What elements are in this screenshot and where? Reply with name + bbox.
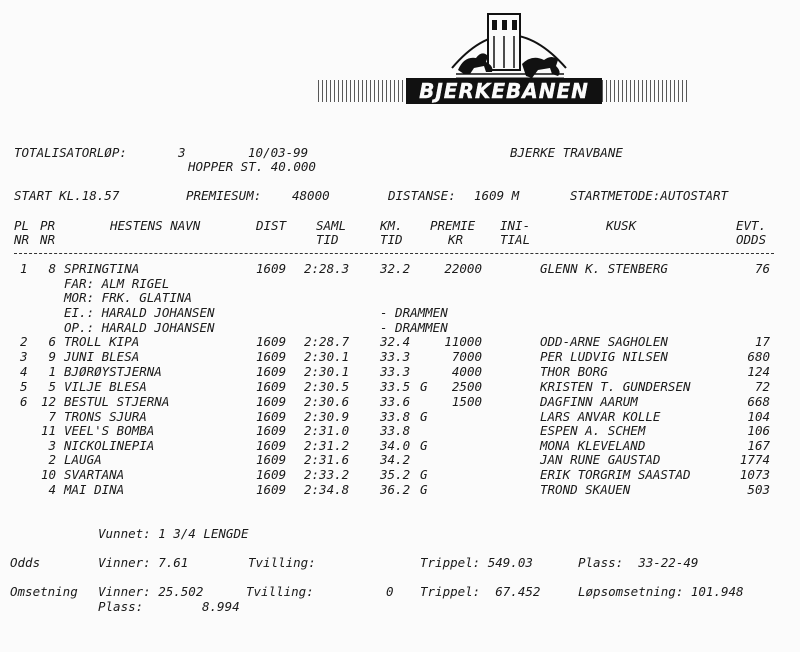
cell-kusk: JAN RUNE GAUSTAD [540,452,661,467]
race-date: 10/03-99 [248,145,309,160]
cell-pr: 2 [48,452,56,467]
col-init-2: TIAL [500,232,531,247]
track-name: BJERKE TRAVBANE [510,145,623,160]
cell-saml: 2:34.8 [304,482,350,497]
cell-kusk: MONA KLEVELAND [540,438,646,453]
winner-mor: MOR: FRK. GLATINA [64,290,192,305]
cell-odds: 76 [754,261,770,276]
cell-km: 32.2 [380,261,411,276]
cell-pl: 1 [20,261,28,276]
col-init-1: INI- [500,218,531,233]
cell-pl: 4 [20,364,28,379]
premiesum-value: 48000 [292,188,330,203]
cell-name: LAUGA [64,452,102,467]
cell-saml: 2:31.2 [304,438,350,453]
startmetode: STARTMETODE:AUTOSTART [570,188,729,203]
cell-premie: 22000 [444,261,482,276]
cell-pr: 8 [48,261,56,276]
cell-pr: 11 [40,423,56,438]
cell-g: G [420,438,428,453]
cell-odds: 167 [747,438,770,453]
cell-dist: 1609 [256,409,287,424]
cell-pl: 5 [20,379,28,394]
cell-dist: 1609 [256,482,287,497]
tvilling-omsetning-value: 0 [386,584,394,599]
cell-name: SVARTANA [64,467,125,482]
cell-name: TROLL KIPA [64,334,140,349]
col-saml-1: SAML [316,218,347,233]
race-name: HOPPER ST. 40.000 [188,159,316,174]
cell-g: G [420,409,428,424]
col-name: HESTENS NAVN [110,218,201,233]
distanse-label: DISTANSE: [388,188,456,203]
cell-pr: 1 [48,364,56,379]
cell-kusk: DAGFINN AARUM [540,394,638,409]
cell-odds: 124 [747,364,770,379]
col-dist: DIST [256,218,287,233]
cell-pr: 4 [48,482,56,497]
cell-km: 33.3 [380,364,411,379]
cell-km: 34.0 [380,438,411,453]
cell-name: MAI DINA [64,482,125,497]
col-odds-1: EVT. [736,218,767,233]
trippel-omsetning: Trippel: 67.452 [420,584,541,599]
cell-kusk: ODD-ARNE SAGHOLEN [540,334,668,349]
omsetning-label: Omsetning [10,584,78,599]
tvilling-odds: Tvilling: [248,555,316,570]
col-km-2: TID [380,232,403,247]
cell-kusk: KRISTEN T. GUNDERSEN [540,379,691,394]
cell-premie: 1500 [451,394,482,409]
cell-km: 36.2 [380,482,411,497]
winner-op: OP.: HARALD JOHANSEN [64,320,215,335]
col-saml-2: TID [316,232,339,247]
cell-odds: 503 [747,482,770,497]
premiesum-label: PREMIESUM: [186,188,262,203]
race-number: 3 [178,145,186,160]
cell-kusk: ERIK TORGRIM SAASTAD [540,467,691,482]
cell-saml: 2:30.1 [304,364,350,379]
cell-dist: 1609 [256,423,287,438]
cell-pr: 3 [48,438,56,453]
plass-odds: Plass: 33-22-49 [578,555,699,570]
cell-saml: 2:30.5 [304,379,350,394]
cell-dist: 1609 [256,334,287,349]
cell-odds: 106 [747,423,770,438]
cell-km: 33.8 [380,423,411,438]
cell-odds: 72 [754,379,770,394]
winner-ei-place: - DRAMMEN [380,305,448,320]
lopsomsetning: Løpsomsetning: 101.948 [578,584,744,599]
vinner-omsetning: Vinner: 25.502 [98,584,204,599]
cell-pl: 6 [20,394,28,409]
cell-odds: 668 [747,394,770,409]
cell-saml: 2:30.6 [304,394,350,409]
plass-omsetning-value: 8.994 [202,599,240,614]
cell-kusk: ESPEN A. SCHEM [540,423,646,438]
cell-saml: 2:30.9 [304,409,350,424]
cell-saml: 2:28.7 [304,334,350,349]
cell-pr: 5 [48,379,56,394]
cell-dist: 1609 [256,349,287,364]
cell-name: NICKOLINEPIA [64,438,155,453]
col-premie-1: PREMIE [430,218,476,233]
cell-km: 34.2 [380,452,411,467]
cell-km: 33.8 [380,409,411,424]
cell-name: JUNI BLESA [64,349,140,364]
cell-kusk: THOR BORG [540,364,608,379]
cell-g: G [420,482,428,497]
cell-kusk: TROND SKAUEN [540,482,631,497]
col-odds-2: ODDS [736,232,767,247]
cell-premie: 11000 [444,334,482,349]
col-km-1: KM. [380,218,403,233]
col-pl-1: PL [14,218,30,233]
cell-dist: 1609 [256,261,287,276]
cell-dist: 1609 [256,438,287,453]
col-premie-2: KR [448,232,464,247]
cell-name: SPRINGTINA [64,261,140,276]
cell-km: 33.3 [380,349,411,364]
cell-pr: 12 [40,394,56,409]
logo-text: BJERKEBANEN [419,79,589,103]
winner-far: FAR: ALM RIGEL [64,276,170,291]
cell-saml: 2:30.1 [304,349,350,364]
cell-pr: 9 [48,349,56,364]
tvilling-omsetning: Tvilling: [246,584,314,599]
cell-kusk: GLENN K. STENBERG [540,261,668,276]
cell-pr: 10 [40,467,56,482]
cell-odds: 1073 [739,467,770,482]
cell-dist: 1609 [256,364,287,379]
winner-op-place: - DRAMMEN [380,320,448,335]
col-pl-2: NR [14,232,30,247]
cell-odds: 680 [747,349,770,364]
cell-odds: 17 [754,334,770,349]
col-pr-2: NR [40,232,56,247]
cell-saml: 2:33.2 [304,467,350,482]
cell-dist: 1609 [256,452,287,467]
cell-g: G [420,379,428,394]
cell-name: VEEL'S BOMBA [64,423,155,438]
cell-km: 33.5 [380,379,411,394]
cell-dist: 1609 [256,379,287,394]
cell-name: TRONS SJURA [64,409,147,424]
cell-pl: 3 [20,349,28,364]
race-label: TOTALISATORLØP: [14,145,127,160]
bjerkebanen-logo [318,8,690,106]
cell-saml: 2:28.3 [304,261,350,276]
cell-kusk: LARS ANVAR KOLLE [540,409,661,424]
cell-saml: 2:31.6 [304,452,350,467]
cell-kusk: PER LUDVIG NILSEN [540,349,668,364]
cell-premie: 2500 [451,379,482,394]
odds-label: Odds [10,555,41,570]
distanse-value: 1609 M [474,188,520,203]
cell-pr: 6 [48,334,56,349]
cell-name: BESTUL STJERNA [64,394,170,409]
cell-km: 33.6 [380,394,411,409]
cell-premie: 7000 [451,349,482,364]
cell-premie: 4000 [451,364,482,379]
plass-omsetning-label: Plass: [98,599,144,614]
cell-name: BJØRØYSTJERNA [64,364,162,379]
cell-name: VILJE BLESA [64,379,147,394]
cell-km: 32.4 [380,334,411,349]
cell-dist: 1609 [256,394,287,409]
vunnet: Vunnet: 1 3/4 LENGDE [98,526,249,541]
winner-ei: EI.: HARALD JOHANSEN [64,305,215,320]
trippel-odds: Trippel: 549.03 [420,555,533,570]
cell-pr: 7 [48,409,56,424]
cell-dist: 1609 [256,467,287,482]
start-time: START KL.18.57 [14,188,120,203]
vinner-odds: Vinner: 7.61 [98,555,189,570]
cell-odds: 1774 [739,452,770,467]
header-divider [14,253,774,254]
cell-pl: 2 [20,334,28,349]
cell-saml: 2:31.0 [304,423,350,438]
col-pr-1: PR [40,218,56,233]
col-kusk: KUSK [606,218,637,233]
cell-odds: 104 [747,409,770,424]
cell-km: 35.2 [380,467,411,482]
cell-g: G [420,467,428,482]
